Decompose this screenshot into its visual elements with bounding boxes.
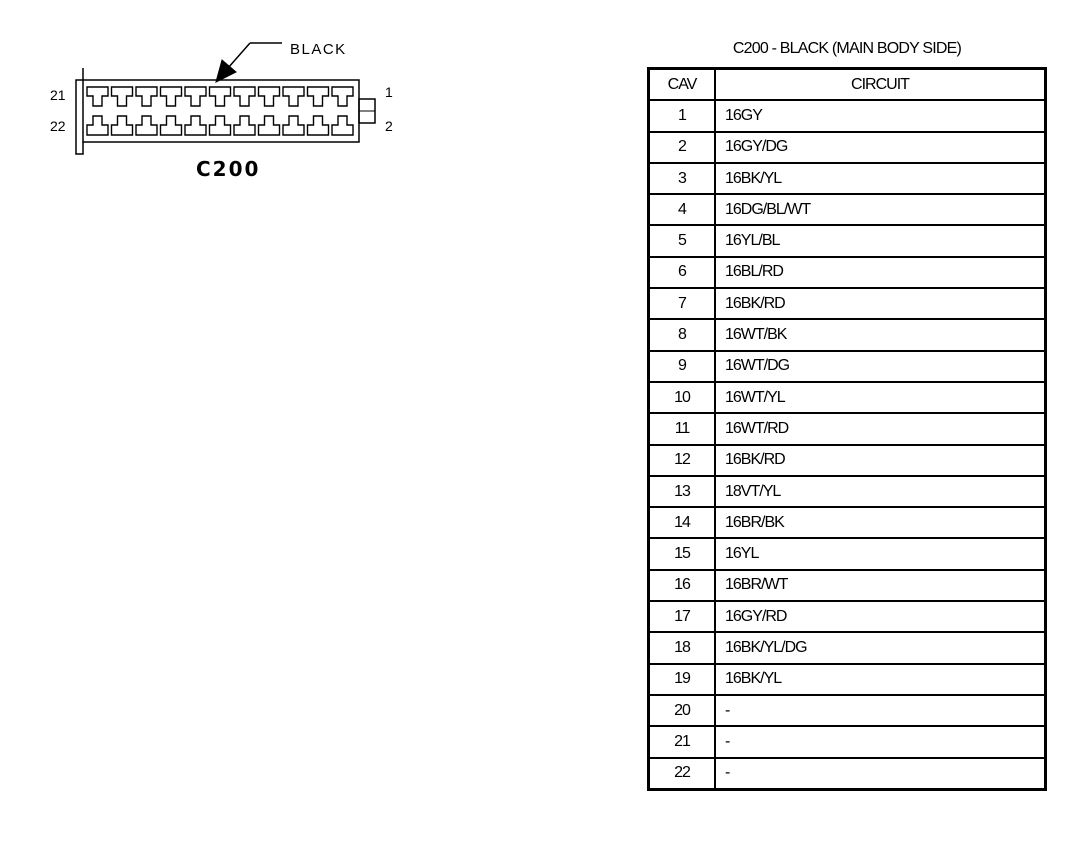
pinout-table — [647, 67, 1047, 791]
cavity-terminal — [161, 87, 182, 106]
cell-cav: 17 — [649, 601, 716, 632]
table-header-row — [649, 69, 1046, 101]
cavity-terminal — [185, 87, 206, 106]
cavity-terminal — [136, 116, 157, 135]
cavity-terminal — [87, 116, 108, 135]
cell-circuit: 16BR/WT — [715, 570, 1046, 601]
table-row — [649, 413, 1046, 444]
table-row — [649, 132, 1046, 163]
cell-circuit: 16YL — [715, 538, 1046, 569]
cell-circuit: 16WT/DG — [715, 351, 1046, 382]
cell-cav: 6 — [649, 257, 716, 288]
cell-circuit: 16WT/BK — [715, 319, 1046, 350]
table-row — [649, 570, 1046, 601]
table-row — [649, 288, 1046, 319]
table-row — [649, 319, 1046, 350]
table-row — [649, 726, 1046, 757]
cell-circuit: 16WT/RD — [715, 413, 1046, 444]
cell-circuit: 16BK/YL — [715, 664, 1046, 695]
cell-cav: 2 — [649, 132, 716, 163]
header-circuit: CIRCUIT — [715, 69, 1046, 101]
cell-circuit: - — [715, 726, 1046, 757]
cell-cav: 3 — [649, 163, 716, 194]
cell-cav: 1 — [649, 100, 716, 131]
cell-cav: 22 — [649, 758, 716, 790]
connector-body — [76, 68, 375, 154]
connector-name: C200 — [196, 157, 261, 181]
table-row — [649, 476, 1046, 507]
cavity-grid — [87, 87, 353, 135]
cell-cav: 7 — [649, 288, 716, 319]
table-row — [649, 538, 1046, 569]
cell-circuit: 16GY/RD — [715, 601, 1046, 632]
cavity-terminal — [136, 87, 157, 106]
table-row — [649, 351, 1046, 382]
cell-circuit: 16BR/BK — [715, 507, 1046, 538]
cell-circuit: 16WT/YL — [715, 382, 1046, 413]
cell-cav: 9 — [649, 351, 716, 382]
table-row — [649, 601, 1046, 632]
cell-circuit: 16BK/YL — [715, 163, 1046, 194]
table-title: C200 - BLACK (MAIN BODY SIDE) — [732, 40, 962, 57]
cavity-terminal — [234, 87, 255, 106]
cell-cav: 19 — [649, 664, 716, 695]
cell-cav: 8 — [649, 319, 716, 350]
pin-label-2: 2 — [385, 118, 393, 134]
table-body — [649, 100, 1046, 789]
cell-cav: 12 — [649, 445, 716, 476]
cell-cav: 11 — [649, 413, 716, 444]
cell-cav: 4 — [649, 194, 716, 225]
cell-circuit: 16GY/DG — [715, 132, 1046, 163]
cell-cav: 13 — [649, 476, 716, 507]
cavity-terminal — [185, 116, 206, 135]
cell-circuit: - — [715, 695, 1046, 726]
cavity-terminal — [332, 116, 353, 135]
table-row — [649, 445, 1046, 476]
cell-circuit: 18VT/YL — [715, 476, 1046, 507]
cell-circuit: - — [715, 758, 1046, 790]
table-row — [649, 758, 1046, 790]
cavity-terminal — [283, 87, 304, 106]
cavity-terminal — [210, 116, 231, 135]
cell-circuit: 16BK/RD — [715, 445, 1046, 476]
callout-arrow — [216, 43, 282, 82]
table-row — [649, 382, 1046, 413]
pin-label-22: 22 — [50, 118, 66, 134]
table-row — [649, 632, 1046, 663]
cavity-terminal — [112, 116, 133, 135]
cell-circuit: 16YL/BL — [715, 225, 1046, 256]
table-row — [649, 163, 1046, 194]
table-row — [649, 695, 1046, 726]
cell-cav: 10 — [649, 382, 716, 413]
cell-circuit: 16BK/RD — [715, 288, 1046, 319]
header-cav: CAV — [649, 69, 716, 101]
cavity-terminal — [234, 116, 255, 135]
cell-cav: 15 — [649, 538, 716, 569]
cavity-terminal — [332, 87, 353, 106]
cavity-terminal — [210, 87, 231, 106]
cavity-terminal — [308, 87, 329, 106]
cell-cav: 18 — [649, 632, 716, 663]
table-row — [649, 225, 1046, 256]
connector-diagram — [0, 0, 420, 200]
cell-cav: 14 — [649, 507, 716, 538]
cavity-terminal — [308, 116, 329, 135]
cell-cav: 16 — [649, 570, 716, 601]
cell-cav: 20 — [649, 695, 716, 726]
table-row — [649, 257, 1046, 288]
pin-label-21: 21 — [50, 87, 66, 103]
cell-circuit: 16BL/RD — [715, 257, 1046, 288]
table-row — [649, 100, 1046, 131]
cell-circuit: 16GY — [715, 100, 1046, 131]
table-row — [649, 194, 1046, 225]
table-row — [649, 507, 1046, 538]
cavity-terminal — [259, 87, 280, 106]
cell-circuit: 16DG/BL/WT — [715, 194, 1046, 225]
pin-label-1: 1 — [385, 84, 393, 100]
callout-label: BLACK — [290, 41, 347, 58]
cell-cav: 21 — [649, 726, 716, 757]
cell-circuit: 16BK/YL/DG — [715, 632, 1046, 663]
cavity-terminal — [112, 87, 133, 106]
cavity-terminal — [283, 116, 304, 135]
table-row — [649, 664, 1046, 695]
cell-cav: 5 — [649, 225, 716, 256]
cavity-terminal — [87, 87, 108, 106]
cavity-terminal — [161, 116, 182, 135]
cavity-terminal — [259, 116, 280, 135]
